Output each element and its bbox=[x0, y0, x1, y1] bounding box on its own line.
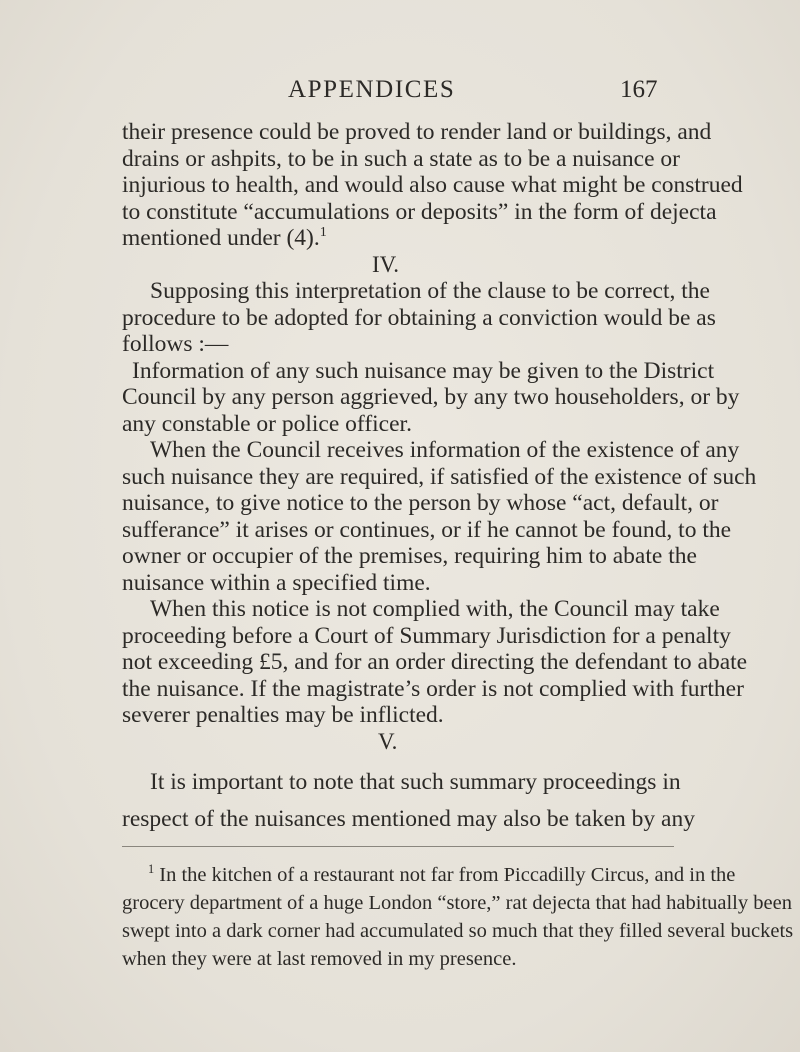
body-line: procedure to be adopted for obtaining a conviction would be as bbox=[122, 305, 716, 331]
body-line-text: mentioned under (4). bbox=[122, 225, 320, 251]
footnote-text: In the kitchen of a restaurant not far from Piccadilly Circus, and in the bbox=[159, 864, 736, 886]
body-line: When this notice is not complied with, the Council may take bbox=[150, 596, 720, 622]
footnote-rule bbox=[122, 846, 674, 847]
body-line: to constitute “accumulations or deposits” in the form of dejecta bbox=[122, 199, 717, 225]
body-line: injurious to health, and would also cause what might be construed bbox=[122, 172, 743, 198]
footnote-line: grocery department of a huge London “store,” rat dejecta that had habitually been bbox=[122, 892, 792, 914]
body-line: follows :— bbox=[122, 331, 229, 357]
body-line: Council by any person aggrieved, by any two householders, or by bbox=[122, 384, 740, 410]
body-line: Information of any such nuisance may be given to the District bbox=[132, 358, 715, 384]
footnote-number: 1 bbox=[148, 862, 155, 877]
body-line: It is important to note that such summary proceedings in bbox=[150, 769, 681, 795]
body-line: not exceeding £5, and for an order directing the defendant to abate bbox=[122, 649, 748, 675]
body-line: Supposing this interpretation of the clause to be correct, the bbox=[150, 278, 710, 304]
body-line: the nuisance. If the magistrate’s order is not complied with further bbox=[122, 676, 744, 702]
body-line: nuisance within a specified time. bbox=[122, 570, 431, 596]
body-line: any constable or police officer. bbox=[122, 411, 412, 437]
body-line-with-footnote bbox=[122, 223, 327, 253]
page-number: 167 bbox=[620, 76, 658, 103]
section-heading-iv: IV. bbox=[372, 252, 400, 277]
body-line: When the Council receives information of the existence of any bbox=[150, 437, 740, 463]
body-line: respect of the nuisances mentioned may also be taken by any bbox=[122, 806, 695, 832]
section-heading-v: V. bbox=[378, 729, 398, 754]
running-title: APPENDICES bbox=[288, 76, 456, 103]
body-line: nuisance, to give notice to the person by whose “act, default, or bbox=[122, 490, 719, 516]
footnote-line: swept into a dark corner had accumulated so much that they filled several buckets bbox=[122, 920, 794, 942]
footnote-line: when they were at last removed in my presence. bbox=[122, 948, 517, 970]
body-line: sufferance” it arises or continues, or if he cannot be found, to the bbox=[122, 517, 732, 543]
page-header bbox=[0, 76, 800, 110]
body-line: their presence could be proved to render land or buildings, and bbox=[122, 119, 712, 145]
body-line: such nuisance they are required, if satisfied of the existence of such bbox=[122, 464, 757, 490]
footnote-marker: 1 bbox=[319, 224, 327, 241]
footnote-line bbox=[148, 862, 736, 888]
body-line: severer penalties may be inflicted. bbox=[122, 702, 444, 728]
body-line: owner or occupier of the premises, requiring him to abate the bbox=[122, 543, 697, 569]
body-line: drains or ashpits, to be in such a state as to be a nuisance or bbox=[122, 146, 680, 172]
body-line: proceeding before a Court of Summary Jurisdiction for a penalty bbox=[122, 623, 731, 649]
